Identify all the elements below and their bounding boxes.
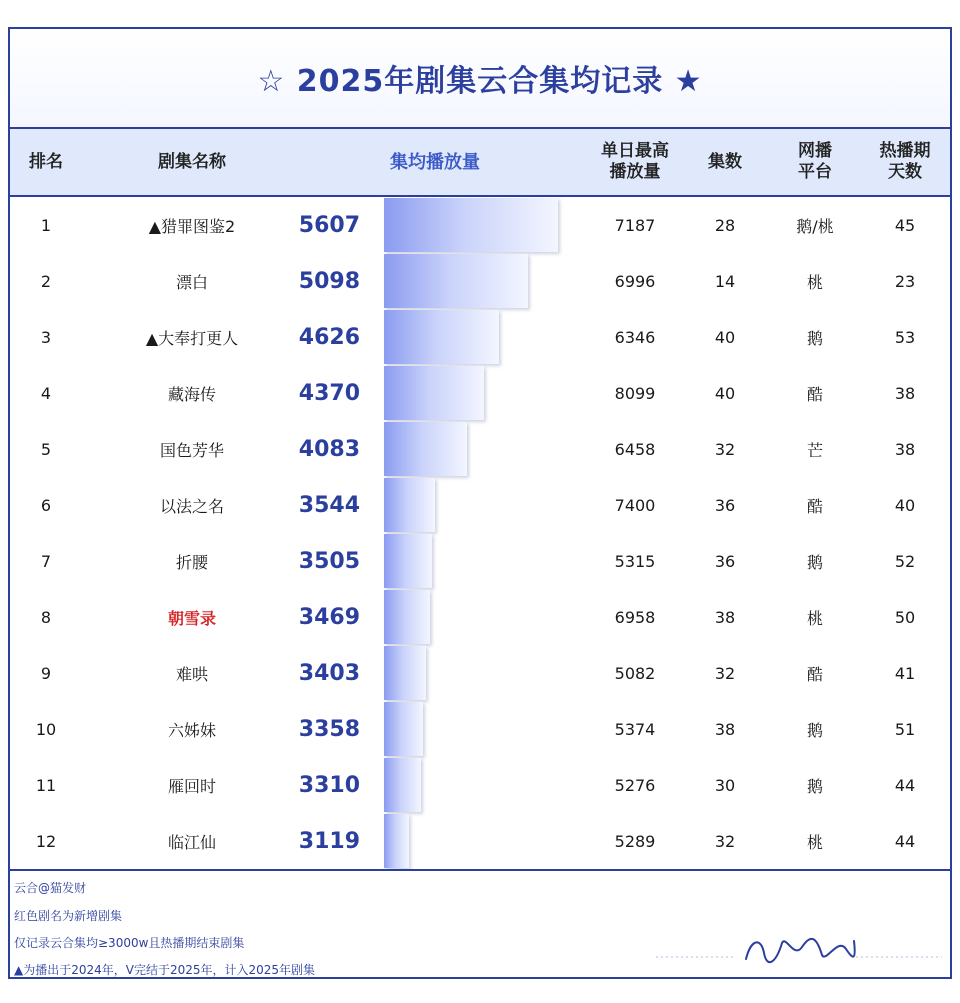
header-platform-line2: 平台	[798, 162, 832, 182]
header-name: 剧集名称	[158, 151, 226, 172]
avg-bar	[384, 534, 432, 588]
header-peak-line2: 播放量	[609, 162, 661, 182]
avg-bar	[384, 814, 409, 868]
avg-value-label: 3469	[298, 604, 360, 630]
table-row	[10, 701, 950, 757]
avg-bar	[384, 758, 421, 812]
peak-cell: 6958	[614, 607, 656, 627]
peak-cell: 5289	[614, 831, 656, 851]
rank-cell: 11	[35, 775, 57, 795]
avg-value-label: 3310	[298, 772, 360, 798]
avg-bar	[384, 366, 484, 420]
rank-cell: 8	[40, 607, 52, 627]
chart-title: ☆ 2025年剧集云合集均记录 ★	[257, 64, 703, 99]
header-rank: 排名	[29, 151, 63, 172]
header-peak-line1: 单日最高	[601, 141, 669, 161]
table-row	[10, 309, 950, 365]
header-platform	[770, 129, 860, 195]
rank-cell: 1	[40, 215, 52, 235]
platform-cell: 鹅	[806, 328, 823, 348]
drama-name-cell: 藏海传	[167, 384, 216, 404]
header-peak	[570, 129, 700, 195]
header-avg: 集均播放量	[390, 151, 480, 173]
drama-name-cell: ▲大奉打更人	[145, 328, 239, 348]
note-threshold: 仅记录云合集均≥3000w且热播期结束剧集	[14, 936, 245, 950]
peak-cell: 7400	[614, 495, 656, 515]
days-cell: 53	[894, 327, 916, 347]
rank-cell: 5	[40, 439, 52, 459]
signature-watermark	[656, 929, 942, 969]
episodes-cell: 32	[714, 439, 736, 459]
days-cell: 51	[894, 719, 916, 739]
days-cell: 44	[894, 831, 916, 851]
days-cell: 41	[894, 663, 916, 683]
avg-value-label: 5607	[298, 212, 360, 238]
rank-cell: 10	[35, 719, 57, 739]
rank-cell: 3	[40, 327, 52, 347]
rank-cell: 12	[35, 831, 57, 851]
avg-bar	[384, 646, 426, 700]
avg-value-label: 3505	[298, 548, 360, 574]
table-row	[10, 533, 950, 589]
days-cell: 40	[894, 495, 916, 515]
platform-cell: 鹅	[806, 776, 823, 796]
drama-name-cell: 漂白	[175, 272, 208, 292]
avg-value-label: 3119	[298, 828, 360, 854]
days-cell: 38	[894, 439, 916, 459]
drama-name-cell: ▲猎罪图鉴2	[148, 216, 236, 236]
episodes-cell: 28	[714, 215, 736, 235]
avg-bar	[384, 478, 435, 532]
platform-cell: 酷	[806, 664, 823, 684]
avg-bar	[384, 310, 499, 364]
episodes-cell: 36	[714, 495, 736, 515]
peak-cell: 6458	[614, 439, 656, 459]
table-row	[10, 813, 950, 869]
platform-cell: 芒	[806, 440, 823, 460]
table-row	[10, 757, 950, 813]
drama-name-cell: 难哄	[175, 664, 208, 684]
peak-cell: 8099	[614, 383, 656, 403]
drama-name-cell: 临江仙	[167, 832, 216, 852]
drama-name-cell: 以法之名	[159, 496, 224, 516]
footer-notes	[10, 869, 950, 977]
episodes-cell: 14	[714, 271, 736, 291]
header-days-line2: 天数	[888, 162, 922, 182]
episodes-cell: 30	[714, 775, 736, 795]
title-band	[10, 29, 950, 127]
avg-value-label: 3544	[298, 492, 360, 518]
header-platform-line1: 网播	[798, 141, 832, 161]
table-row	[10, 421, 950, 477]
avg-value-label: 5098	[298, 268, 360, 294]
episodes-cell: 38	[714, 607, 736, 627]
platform-cell: 鹅	[806, 720, 823, 740]
platform-cell: 鹅	[806, 552, 823, 572]
avg-bar	[384, 254, 528, 308]
platform-cell: 酷	[806, 384, 823, 404]
days-cell: 38	[894, 383, 916, 403]
platform-cell: 桃	[806, 272, 823, 292]
peak-cell: 5374	[614, 719, 656, 739]
rank-cell: 2	[40, 271, 52, 291]
note-red-names: 红色剧名为新增剧集	[14, 909, 123, 923]
avg-value-label: 4626	[298, 324, 360, 350]
table-row	[10, 253, 950, 309]
avg-value-label: 3358	[298, 716, 360, 742]
note-triangle: ▲为播出于2024年，V完结于2025年，计入2025年剧集	[14, 963, 316, 977]
avg-value-label: 3403	[298, 660, 360, 686]
drama-name-cell: 六姊妹	[167, 720, 216, 740]
table-header	[10, 127, 950, 197]
avg-bar	[384, 702, 423, 756]
days-cell: 52	[894, 551, 916, 571]
episodes-cell: 38	[714, 719, 736, 739]
episodes-cell: 40	[714, 383, 736, 403]
peak-cell: 6996	[614, 271, 656, 291]
peak-cell: 6346	[614, 327, 656, 347]
peak-cell: 5276	[614, 775, 656, 795]
table-row	[10, 197, 950, 253]
days-cell: 45	[894, 215, 916, 235]
platform-cell: 桃	[806, 608, 823, 628]
rank-cell: 4	[40, 383, 52, 403]
episodes-cell: 32	[714, 831, 736, 851]
table-row	[10, 365, 950, 421]
table-row	[10, 645, 950, 701]
platform-cell: 桃	[806, 832, 823, 852]
header-days-line1: 热播期	[879, 141, 931, 161]
avg-value-label: 4370	[298, 380, 360, 406]
table-body	[10, 197, 950, 869]
avg-bar	[384, 198, 558, 252]
episodes-cell: 40	[714, 327, 736, 347]
peak-cell: 5082	[614, 663, 656, 683]
days-cell: 50	[894, 607, 916, 627]
platform-cell: 鹅/桃	[796, 216, 834, 236]
chart-frame	[8, 27, 952, 979]
avg-bar	[384, 422, 467, 476]
episodes-cell: 36	[714, 551, 736, 571]
drama-name-cell: 朝雪录	[167, 608, 216, 628]
platform-cell: 酷	[806, 496, 823, 516]
drama-name-cell: 雁回时	[167, 776, 216, 796]
table-row	[10, 477, 950, 533]
note-source: 云合@猫发财	[14, 881, 87, 895]
avg-bar	[384, 590, 430, 644]
header-episodes: 集数	[708, 151, 742, 172]
peak-cell: 7187	[614, 215, 656, 235]
rank-cell: 7	[40, 551, 52, 571]
episodes-cell: 32	[714, 663, 736, 683]
avg-value-label: 4083	[298, 436, 360, 462]
table-row	[10, 589, 950, 645]
rank-cell: 6	[40, 495, 52, 515]
drama-name-cell: 国色芳华	[159, 440, 224, 460]
drama-name-cell: 折腰	[175, 552, 208, 572]
rank-cell: 9	[40, 663, 52, 683]
header-days	[860, 129, 950, 195]
days-cell: 23	[894, 271, 916, 291]
days-cell: 44	[894, 775, 916, 795]
peak-cell: 5315	[614, 551, 656, 571]
